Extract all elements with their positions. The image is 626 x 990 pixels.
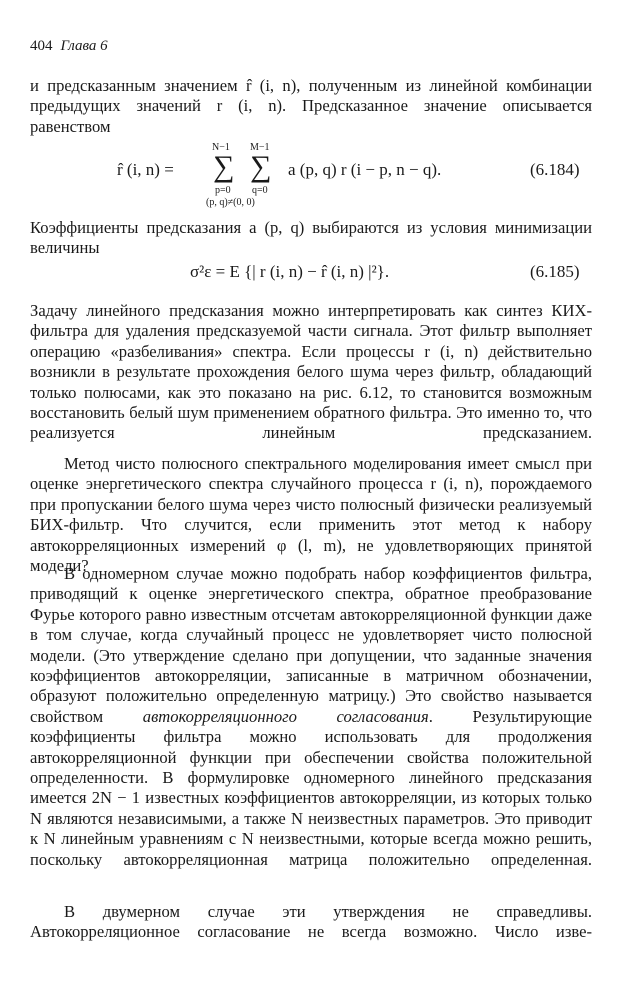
term-autocorrelation-matching: автокорреляционного согласования [142,706,429,726]
eq1-sum1-lower: p=0 [215,185,231,196]
sum-symbol-2: ∑ [250,150,272,183]
eq1-number: (6.184) [530,160,580,179]
eq1-lhs: r̂ (i, n) = [117,160,174,179]
equation-6-184 [0,140,626,220]
paragraph-2: Коэффициенты предсказания a (p, q) выбираются из условия минимизации величины [30,218,592,258]
paragraph-6: В двумерном случае эти утверждения не справедливы. Автокорреляционное согласование не всегда возможно. Число изве- [30,902,592,942]
page-header [30,38,108,55]
paragraph-5 [30,564,592,870]
eq1-sum2-upper: M−1 [250,142,270,153]
eq1-constraint: (p, q)≠(0, 0) [206,197,255,208]
chapter-title: Глава 6 [60,38,108,54]
paragraph-1: и предсказанным значением r̂ (i, n), полученным из линейной комбинации предыдущих значений r (i, n). Предсказанное значение описывается равенством [30,76,592,136]
equation-6-185 [0,262,626,286]
eq1-sum1-upper: N−1 [212,142,230,153]
page-number: 404 [30,38,53,54]
paragraph-5-part-1: В одномерном случае можно подобрать набор коэффициентов фильтра, приводящий к оценке энергетического спектра, обратное преобразование Фурье которого равно известным отсчетам автокорреляционной функции даже в том случае, когда случайный процесс не удовлетворяет чисто полюсной модели. (Это утверждение сделано при допущении, что заданные значения коэффициентов автокорреляции, записанные в матричном обозначении, образуют положительно определенную матрицу.) Это свойство называется свойством [30,564,592,726]
sum-symbol-1: ∑ [213,150,235,183]
eq1-sum2-lower: q=0 [252,185,268,196]
paragraph-3: Задачу линейного предсказания можно интерпретировать как синтез КИХ-фильтра для удаления предсказуемой части сигнала. Этот фильтр выполняет операцию «разбеливания» спектра. Если процессы r (i, n) действительно возникли в результате прохождения белого шума через фильтр, обладающий только полюсами, как это показано на рис. 6.12, то становится возможным восстановить белый шум применением обратного фильтра. Это именно то, что реализуется линейным предсказанием. [30,301,592,443]
eq1-summand: a (p, q) r (i − p, n − q). [288,160,442,179]
paragraph-5-part-2: . Результирующие коэффициенты фильтра можно использовать для продолжения автокорреляционной функции при обеспечении свойства положительной определенности. В формулировке одномерного линейного предсказания имеется 2N − 1 известных коэффициентов автокорреляции, из которых только N являются независимыми, а также N неизвестных параметров. Это приводит к N линейным уравнениям с N неизвестными, которые всегда можно решить, поскольку автокорреляционная матрица положительно определенная. [30,706,592,869]
eq2-expression: σ²ε = E {| r (i, n) − r̂ (i, n) |²}. [190,262,390,281]
eq2-number: (6.185) [530,262,580,281]
paragraph-4: Метод чисто полюсного спектрального моделирования имеет смысл при оценке энергетического спектра случайного процесса r (i, n), порождаемого при пропускании белого шума через чисто полюсный физически реализуемый БИХ-фильтр. Что случится, если применить этот метод к набору автокорреляционных измерений φ (l, m), не удовлетворяющих принятой модели? [30,454,592,576]
